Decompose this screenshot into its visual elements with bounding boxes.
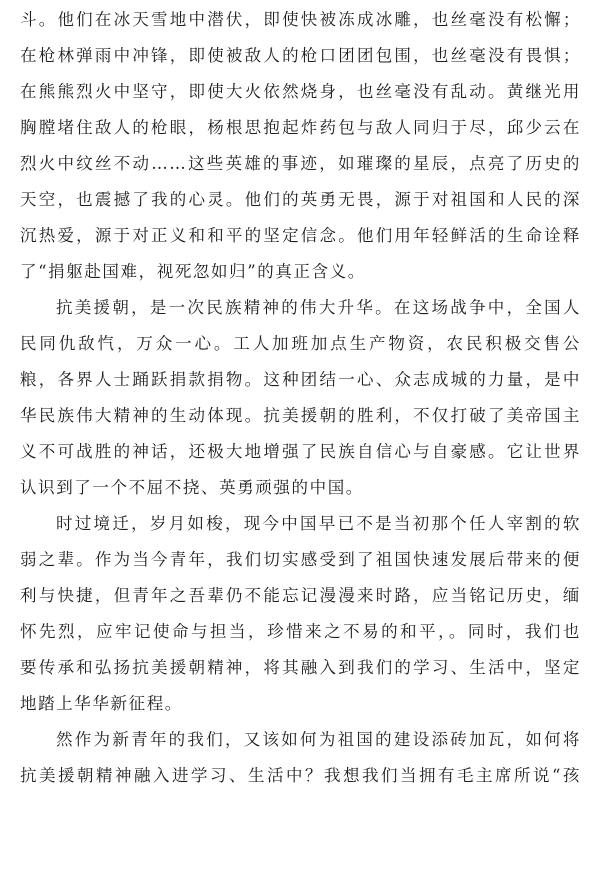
text-line: 利与快捷，但青年之吾辈仍不能忘记漫漫来时路，应当铭记历史，缅 xyxy=(20,586,581,605)
text-line: 胸膛堵住敌人的枪眼，杨根思抱起炸药包与敌人同归于尽，邱少云在 xyxy=(20,118,581,137)
paragraph-start-line: 抗美援朝，是一次民族精神的伟大升华。在这场战争中，全国人 xyxy=(56,298,581,317)
text-line: 怀先烈，应牢记使命与担当，珍惜来之不易的和平，。同时，我们也 xyxy=(20,622,581,641)
text-line: 烈火中纹丝不动……这些英雄的事迹，如璀璨的星辰，点亮了历史的 xyxy=(20,154,581,173)
text-line: 在熊熊烈火中坚守，即使大火依然烧身，也丝毫没有乱动。黄继光用 xyxy=(20,82,581,101)
text-line: 天空，也震撼了我的心灵。他们的英勇无畏，源于对祖国和人民的深 xyxy=(20,190,581,209)
text-line: 认识到了一个不屈不挠、英勇顽强的中国。 xyxy=(20,478,364,497)
text-line: 斗。他们在冰天雪地中潜伏，即使快被冻成冰雕，也丝毫没有松懈； xyxy=(20,10,581,29)
text-line: 要传承和弘扬抗美援朝精神，将其融入到我们的学习、生活中，坚定 xyxy=(20,658,581,677)
text-line: 民同仇敌忾，万众一心。工人加班加点生产物资，农民积极交售公 xyxy=(20,334,581,353)
text-line: 沉热爱，源于对正义和和平的坚定信念。他们用年轻鲜活的生命诠释 xyxy=(20,226,581,245)
text-line: 粮，各界人士踊跃捐款捐物。这种团结一心、众志成城的力量，是中 xyxy=(20,370,581,389)
paragraph-start-line: 时过境迁，岁月如梭，现今中国早已不是当初那个任人宰割的软 xyxy=(56,514,581,533)
text-line: 了“捐躯赴国难，视死忽如归”的真正含义。 xyxy=(20,262,366,281)
text-line: 华民族伟大精神的生动体现。抗美援朝的胜利，不仅打破了美帝国主 xyxy=(20,406,581,425)
text-line: 在枪林弹雨中冲锋，即使被敌人的枪口团团包围，也丝毫没有畏惧； xyxy=(20,46,581,65)
text-line: 义不可战胜的神话，还极大地增强了民族自信心与自豪感。它让世界 xyxy=(20,442,581,461)
paragraph-start-line: 然作为新青年的我们，又该如何为祖国的建设添砖加瓦，如何将 xyxy=(56,730,581,749)
text-line: 地踏上华华新征程。 xyxy=(20,694,183,713)
text-line: 弱之辈。作为当今青年，我们切实感受到了祖国快速发展后带来的便 xyxy=(20,550,581,569)
text-line: 抗美援朝精神融入进学习、生活中？我想我们当拥有毛主席所说“孩 xyxy=(20,766,581,785)
